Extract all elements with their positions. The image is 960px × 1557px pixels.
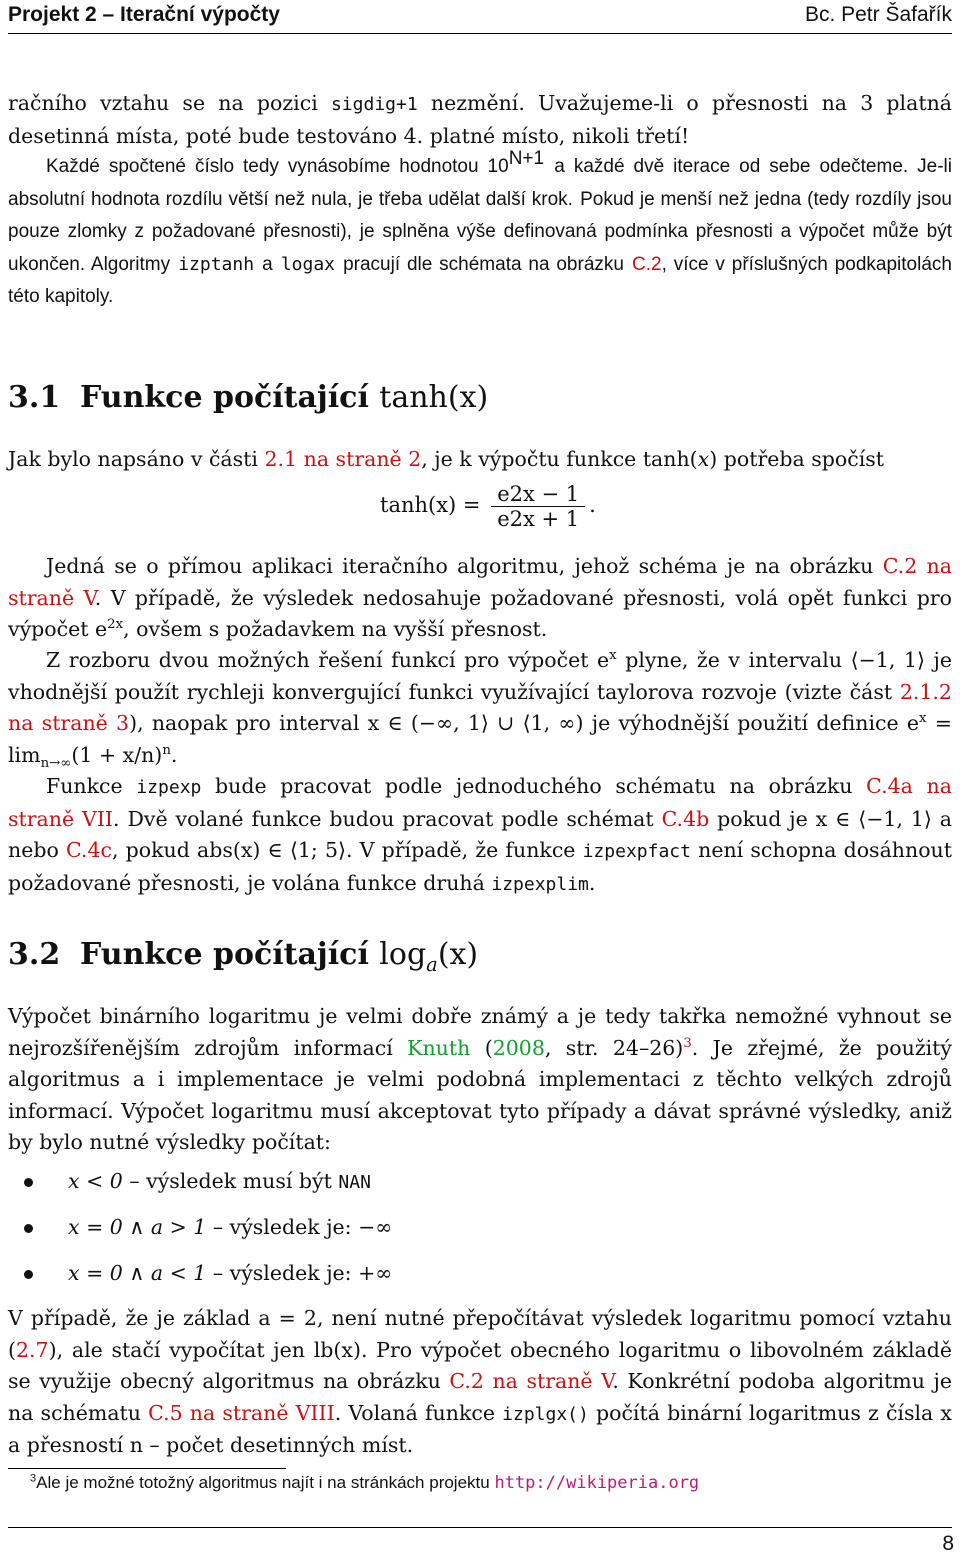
- p8-text-c: . Konkrétní podoba algoritmu je na schématu: [8, 1369, 952, 1425]
- code-izplgx: izplgx(): [502, 1403, 589, 1425]
- p5-text-a: Z rozboru dvou možných řešení funkcí pro výpočet e: [46, 648, 610, 672]
- case-result: NAN: [338, 1172, 371, 1193]
- section-heading-3-1: [8, 380, 488, 415]
- header-title: Projekt 2 – Iterační výpočty: [8, 3, 280, 26]
- footnote-number: 3: [30, 1472, 37, 1485]
- section-title: Funkce počítající: [80, 380, 369, 415]
- case-text: – výsledek je:: [212, 1215, 352, 1239]
- ref-section-2-1[interactable]: 2.1 na straně 2: [264, 447, 422, 471]
- paragraph-continuation: [8, 88, 952, 152]
- p7-text-d: . Je zřejmé, že použitý algoritmus a i implementace je velmi podobná implementaci z těchto velkých zdrojů informací. Výpočet logaritmu musí akceptovat tyto případy a dávat správné výsledky, aniž by bylo nutné výsledky počítat:: [8, 1035, 952, 1155]
- ref-figure-c5[interactable]: C.5 na straně VIII: [148, 1400, 335, 1425]
- section-math-log: log: [379, 937, 427, 972]
- paragraph-izpexp: [8, 771, 952, 900]
- list-item: [8, 1166, 392, 1212]
- eq-lhs: tanh(x) =: [380, 493, 481, 517]
- code-izptanh: izptanh: [178, 253, 255, 275]
- p5-sup3: n: [162, 742, 171, 758]
- p5-text-d: = lim: [8, 711, 952, 767]
- code-izpexp: izpexp: [136, 777, 202, 798]
- ref-section-2-1-2[interactable]: 2.1.2 na straně 3: [8, 679, 952, 736]
- section-math: tanh(x): [379, 380, 489, 415]
- p8-text-a: V případě, že je základ a = 2, není nutné přepočítávat výsledek logaritmu pomocí vztahu (: [8, 1306, 952, 1362]
- footnote-link[interactable]: http://wikiperia.org: [494, 1473, 700, 1493]
- p3-text-a: Jak bylo napsáno v části: [8, 447, 258, 471]
- p6-text-e: , pokud abs(x) ∈ ⟨1; 5⟩. V případě, že funkce: [111, 838, 576, 863]
- p5-text-e: (1 + x/n): [71, 742, 163, 767]
- p3-text-b: , je k výpočtu funkce tanh(: [421, 447, 698, 471]
- p8-text-d: . Volaná funkce: [334, 1400, 495, 1425]
- case-math: x < 0: [68, 1169, 123, 1193]
- paragraph-log-intro: [8, 1001, 952, 1159]
- section-heading-3-2: [8, 937, 479, 976]
- page-header: [8, 0, 952, 34]
- code-izpexpfact: izpexpfact: [582, 841, 691, 863]
- ref-figure-c4a[interactable]: C.4a na straně VII: [8, 774, 952, 831]
- p5-text-c: ), naopak pro interval x ∈ (−∞, 1⟩ ∪ ⟨1, ∞) je výhodnější použití definice e: [129, 711, 920, 736]
- p6-text-c: . Dvě volané funkce budou pracovat podle schémat: [113, 806, 654, 831]
- section-title: Funkce počítající: [80, 937, 369, 972]
- eq-fraction: [491, 482, 585, 531]
- p5-sup: x: [609, 648, 617, 664]
- p8-text-e: počítá binární logaritmus z čísla x a přesností n – počet desetinných míst.: [8, 1400, 952, 1458]
- p4-sup: 2x: [107, 617, 124, 633]
- eq-denominator: e2x + 1: [497, 507, 580, 531]
- bullet-icon: [24, 1224, 33, 1233]
- footer-rule: [8, 1527, 952, 1528]
- p6-text-b: bude pracovat podle jednoduchého schématu na obrázku: [215, 774, 853, 798]
- equation-tanh: tanh(x) = $\frac{e2x - 1}{e2x + 1}$ .: [380, 482, 596, 531]
- ref-figure-c2-page-v[interactable]: C.2 na straně V: [449, 1369, 613, 1394]
- section-math-sub: a: [426, 953, 438, 976]
- code-logax: logax: [280, 253, 335, 275]
- p1-text-b: nezmění. Uvažujeme-li o přesnosti na 3 platná desetinná místa, poté bude testováno 4. platné místo, nikoli třetí!: [8, 91, 952, 148]
- case-text: – výsledek je:: [212, 1261, 352, 1285]
- footnote-mark[interactable]: 3: [683, 1035, 692, 1051]
- p7-text-c: , str. 24–26): [544, 1035, 684, 1060]
- citation-knuth[interactable]: Knuth: [407, 1035, 471, 1060]
- case-math: x = 0 ∧ a > 1: [68, 1215, 207, 1239]
- footnote-text: Ale je možné totožný algoritmus najít i na stránkách projektu: [36, 1473, 490, 1492]
- list-item: [8, 1258, 392, 1304]
- ref-figure-c4c[interactable]: C.4c: [65, 838, 112, 863]
- paragraph-tanh-algorithm: [8, 551, 952, 646]
- case-result: +∞: [358, 1261, 393, 1285]
- eq-numerator: e2x − 1: [491, 482, 585, 507]
- p3-text-c: ) potřeba spočíst: [709, 447, 885, 471]
- p5-sup2: x: [919, 711, 927, 727]
- p6-text-a: Funkce: [46, 774, 123, 798]
- citation-year[interactable]: 2008: [492, 1035, 545, 1060]
- p7-text-b: (: [484, 1035, 493, 1060]
- p5-text-f: .: [170, 742, 178, 767]
- page-number: 8: [942, 1532, 954, 1555]
- p2-sup: N+1: [508, 148, 545, 170]
- section-number: 3.2: [8, 937, 61, 972]
- ref-figure-c2[interactable]: C.2: [632, 253, 662, 275]
- footnote: [30, 1473, 699, 1493]
- paragraph-intro-tanh: [8, 444, 952, 476]
- section-number: 3.1: [8, 380, 61, 415]
- header-rule: [8, 33, 952, 34]
- p2-text-b: a každé dvě iterace od sebe odečteme. Je-li absolutní hodnota rozdílu větší než nula, je třeba udělat další krok.: [8, 156, 952, 210]
- p2-text-e: pracují dle schémata na obrázku: [343, 253, 624, 275]
- p2-text-c: Pokud je menší než jedna (tedy rozdíly jsou pouze zlomky z požadované přesnosti), je splněna výše definovaná podmínka přesnosti a výpočet může být ukončen. Algoritmy: [8, 188, 952, 275]
- list-item: [8, 1212, 392, 1258]
- case-result: −∞: [358, 1215, 393, 1239]
- p2-text-a: Každé spočtené číslo tedy vynásobíme hodnotou 10: [46, 156, 509, 177]
- p6-text-f: není schopna dosáhnout požadované přesnosti, je volána funkce druhá: [8, 838, 952, 895]
- p3-var-x: x: [697, 447, 710, 471]
- paragraph-precision: [8, 150, 952, 313]
- p6-text-d: pokud je x ∈ ⟨−1, 1⟩ a nebo: [8, 806, 953, 863]
- paragraph-exp-analysis: [8, 645, 952, 771]
- footnote-rule: [8, 1468, 286, 1469]
- p8-text-b: ), ale stačí vypočítat jen lb(x). Pro výpočet obecného logaritmu o libovolném základě se využije obecný algoritmus na obrázku: [8, 1337, 952, 1394]
- ref-figure-c2-page-v[interactable]: C.2 na straně V: [8, 554, 952, 610]
- code-sigdig: sigdig+1: [330, 94, 418, 115]
- section-math-arg: (x): [437, 937, 479, 972]
- p5-text-b: plyne, že v intervalu ⟨−1, 1⟩ je vhodnější použít rychleji konvergující funkci využívající taylorova rozvoje (vizte část: [8, 648, 952, 704]
- p2-text-d: a: [262, 253, 273, 275]
- p6-text-g: .: [588, 870, 596, 895]
- ref-equation-2-7[interactable]: 2.7: [16, 1337, 49, 1362]
- p4-text-c: , ovšem s požadavkem na vyšší přesnost.: [123, 617, 548, 642]
- p5-sub: n→∞: [40, 755, 72, 771]
- ref-figure-c4b[interactable]: C.4b: [661, 806, 710, 831]
- p7-text-a: Výpočet binárního logaritmu je velmi dobře známý a je tedy takřka nemožné vyhnout se nejrozšířenějším zdrojům informací: [8, 1004, 952, 1060]
- p1-text-a: račního vztahu se na pozici: [8, 91, 318, 115]
- case-math: x = 0 ∧ a < 1: [68, 1261, 207, 1285]
- header-author: Bc. Petr Šafařík: [804, 3, 952, 26]
- bullet-icon: [24, 1178, 33, 1187]
- bullet-icon: [24, 1270, 33, 1279]
- section-math: [379, 937, 479, 976]
- p4-text-b: . V případě, že výsledek nedosahuje požadované přesnosti, volá opět funkci pro výpočet e: [8, 585, 952, 642]
- code-izpexplim: izpexplim: [491, 873, 589, 895]
- case-text: – výsledek musí být: [129, 1169, 332, 1193]
- p2-text-f: , více v příslušných podkapitolách této kapitoly.: [8, 253, 952, 308]
- case-list: [8, 1166, 392, 1304]
- p4-text-a: Jedná se o přímou aplikaci iteračního algoritmu, jehož schéma je na obrázku: [46, 554, 874, 578]
- paragraph-log-base: [8, 1303, 952, 1462]
